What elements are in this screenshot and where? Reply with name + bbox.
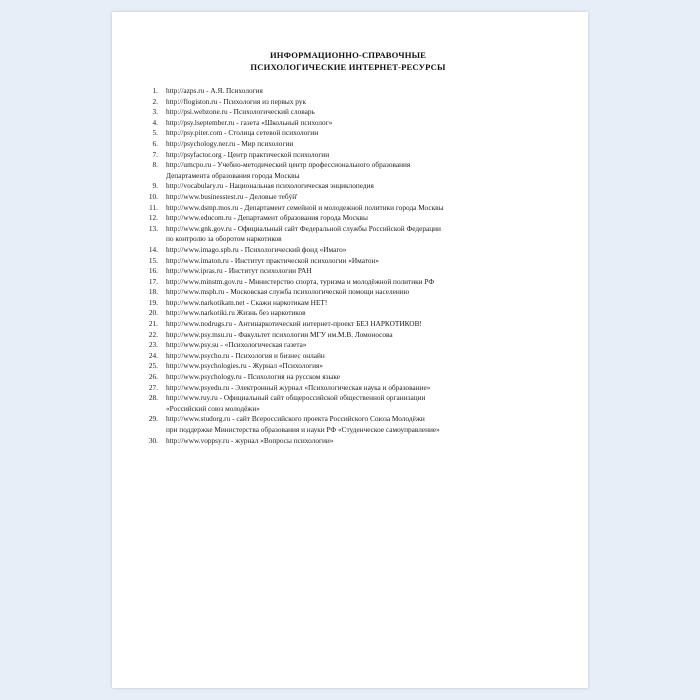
list-item-number: 22. [148, 329, 158, 339]
list-item-text[interactable]: http://flogiston.ru - Психология из первых рук [166, 96, 307, 106]
list-item-text[interactable]: http://www.imago.spb.ru - Психологический фонд «Имаго» [166, 244, 347, 254]
list-item-number: 23. [148, 340, 158, 350]
list-item-text[interactable]: http://www.imaton.ru - Институт практической психологии «Иматон» [166, 255, 380, 265]
list-item [138, 277, 558, 288]
list-item [138, 245, 558, 256]
list-item-body [166, 86, 558, 97]
list-item [138, 393, 558, 414]
list-item-number: 18. [148, 287, 158, 297]
list-item-body [166, 330, 558, 341]
list-item-text[interactable]: http://www.narkotiki.ru Жизнь без наркотиков [166, 308, 306, 318]
list-item-number: 7. [152, 149, 158, 159]
list-item-text[interactable]: http://vocabulary.ru - Национальная психологическая энциклопедия [166, 181, 374, 191]
list-item-text[interactable]: http://www.studorg.ru - сайт Всероссийского проекта Российского Союза Молодёжи [166, 414, 425, 424]
list-item-body [166, 128, 558, 139]
list-item [138, 340, 558, 351]
list-item-number: 5. [152, 128, 158, 138]
list-item [138, 224, 558, 245]
page-title-line-2: ПСИХОЛОГИЧЕСКИЕ ИНТЕРНЕТ-РЕСУРСЫ [250, 61, 446, 72]
list-item-body [166, 150, 558, 161]
list-item-text[interactable]: http://www.dsmp.mos.ru - Департамент семейной и молодежной политики города Москвы [166, 202, 444, 212]
list-item-body [166, 256, 558, 267]
list-item-text[interactable]: http://www.ipras.ru - Институт психологии РАН [166, 266, 312, 276]
list-item-number: 1. [152, 86, 158, 95]
list-item-body [166, 361, 558, 372]
list-item-body [166, 97, 558, 108]
list-item-body [166, 266, 558, 277]
list-item [138, 361, 558, 372]
list-item [138, 414, 558, 435]
list-item-number: 17. [148, 276, 158, 286]
list-item-body [166, 298, 558, 309]
list-item-text[interactable]: http://www.psychologies.ru - Журнал «Психология» [166, 361, 324, 371]
list-item-body [166, 340, 558, 351]
list-item-text[interactable]: http://www.psyedu.ru - Электронный журнал «Психологическая наука и образование» [166, 382, 431, 392]
list-item [138, 298, 558, 309]
list-item-body [166, 107, 558, 118]
list-item [138, 213, 558, 224]
list-item-text[interactable]: http://psy.piter.com - Столица сетевой психологии [166, 128, 319, 138]
list-item-number: 3. [152, 107, 158, 117]
list-item-text[interactable]: http://psychology.ner.ru - Мир психологии [166, 138, 294, 148]
list-item-number: 15. [148, 255, 158, 265]
list-item [138, 150, 558, 161]
list-item-text[interactable]: http://www.psy.msu.ru - Факультет психологии МГУ им.М.В. Ломоносова [166, 329, 393, 339]
list-item [138, 160, 558, 181]
list-item-text[interactable]: http://umcpo.ru - Учебно-методический центр профессионального образования [166, 160, 411, 170]
list-item-continuation: при поддержке Министерства образования и науки РФ «Студенческое самоуправление» [166, 425, 440, 434]
list-item [138, 118, 558, 129]
list-item-text[interactable]: http://www.minstm.gov.ru - Министерство спорта, туризма и молодёжной политики РФ [166, 276, 435, 286]
page-title [138, 50, 558, 73]
list-item-continuation: по контролю за оборотом наркотиков [166, 234, 282, 244]
list-item-body [166, 277, 558, 288]
list-item-number: 29. [148, 414, 158, 424]
list-item [138, 266, 558, 277]
list-item-number: 27. [148, 382, 158, 392]
list-item-number: 19. [148, 297, 158, 307]
list-item [138, 192, 558, 203]
list-item-number: 2. [152, 96, 158, 106]
list-item [138, 319, 558, 330]
list-item-body [166, 351, 558, 362]
list-item-number: 21. [148, 319, 158, 329]
list-item-number: 30. [148, 435, 158, 445]
list-item-body [166, 224, 558, 245]
list-item [138, 256, 558, 267]
list-item-body [166, 203, 558, 214]
document-body [112, 12, 588, 688]
list-item-body [166, 192, 558, 203]
list-item [138, 308, 558, 319]
list-item-number: 26. [148, 372, 158, 382]
list-item-text[interactable]: http://www.psy.su - «Психологическая газета» [166, 340, 307, 350]
list-item-number: 4. [152, 117, 158, 127]
list-item-body [166, 213, 558, 224]
list-item-text[interactable]: http://www.businesstest.ru - Деловые тебýй' [166, 191, 298, 201]
list-item-body [166, 160, 558, 181]
list-item [138, 383, 558, 394]
list-item-text[interactable]: http://www.educom.ru - Департамент образования города Москвы [166, 213, 368, 223]
list-item-body [166, 118, 558, 129]
list-item [138, 181, 558, 192]
list-item [138, 97, 558, 108]
list-item-continuation: «Российский союз молодёжи» [166, 403, 260, 413]
list-item [138, 107, 558, 118]
list-item-text[interactable]: http://www.psychology.ru - Психология на русском языке [166, 372, 340, 382]
list-item [138, 139, 558, 150]
list-item-body [166, 414, 558, 435]
list-item-number: 20. [148, 308, 158, 318]
list-item-number: 11. [149, 202, 158, 212]
list-item-text[interactable]: http://psyfactor.org - Центр практической психологии [166, 149, 330, 159]
list-item-body [166, 372, 558, 383]
list-item-body [166, 308, 558, 319]
list-item-number: 25. [148, 361, 158, 371]
list-item-text[interactable]: http://www.gnk.gov.ru - Официальный сайт Федеральной службы Российской Федерации [166, 223, 441, 233]
list-item [138, 86, 558, 97]
page-title-line-1: ИНФОРМАЦИОННО-СПРАВОЧНЫЕ [269, 50, 427, 60]
list-item-text[interactable]: http://www.msph.ru - Московская служба психологической помощи населению [166, 287, 410, 297]
list-item [138, 330, 558, 341]
list-item-number: 10. [148, 191, 158, 201]
list-item-number: 14. [148, 244, 158, 254]
list-item [138, 287, 558, 298]
list-item-text[interactable]: http://psy.lseptember.ru - газета «Школьный психолог» [166, 117, 333, 127]
list-item-body [166, 287, 558, 298]
list-item-number: 8. [152, 160, 158, 170]
list-item-text[interactable]: http://www.psycho.ru - Психология и бизнес онлайн [166, 350, 325, 360]
list-item-number: 24. [148, 350, 158, 360]
list-item-number: 16. [148, 266, 158, 276]
list-item-body [166, 436, 558, 447]
list-item-text[interactable]: http://azps.ru - А.Я. Психология [166, 86, 263, 95]
list-item-body [166, 393, 558, 414]
list-item-text[interactable]: http://psi.webzone.ru - Психологический словарь [166, 107, 315, 117]
list-item-continuation: Департамента образования города Москвы [166, 170, 300, 180]
list-item-number: 12. [148, 213, 158, 223]
list-item-text[interactable]: http://www.narkotikam.net - Скажи наркотикам НЕТ! [166, 297, 328, 307]
list-item-body [166, 383, 558, 394]
resource-list [138, 86, 558, 446]
list-item-text[interactable]: http://www.ruy.ru - Официальный сайт общероссийской общественной организации [166, 393, 426, 403]
list-item [138, 128, 558, 139]
list-item-body [166, 319, 558, 330]
list-item-number: 6. [152, 138, 158, 148]
list-item [138, 203, 558, 214]
list-item-body [166, 139, 558, 150]
list-item-text[interactable]: http://www.voppsy.ru - журнал «Вопросы психологии» [166, 435, 334, 445]
list-item-number: 13. [148, 223, 158, 233]
list-item-number: 28. [148, 393, 158, 403]
list-item-number: 9. [152, 181, 158, 191]
list-item-text[interactable]: http://www.nodrugs.ru - Антинаркотический интернет-проект БЕЗ НАРКОТИКОВ! [166, 319, 422, 329]
list-item-body [166, 245, 558, 256]
list-item [138, 372, 558, 383]
list-item [138, 351, 558, 362]
document-page [112, 12, 588, 688]
list-item-body [166, 181, 558, 192]
list-item [138, 436, 558, 447]
